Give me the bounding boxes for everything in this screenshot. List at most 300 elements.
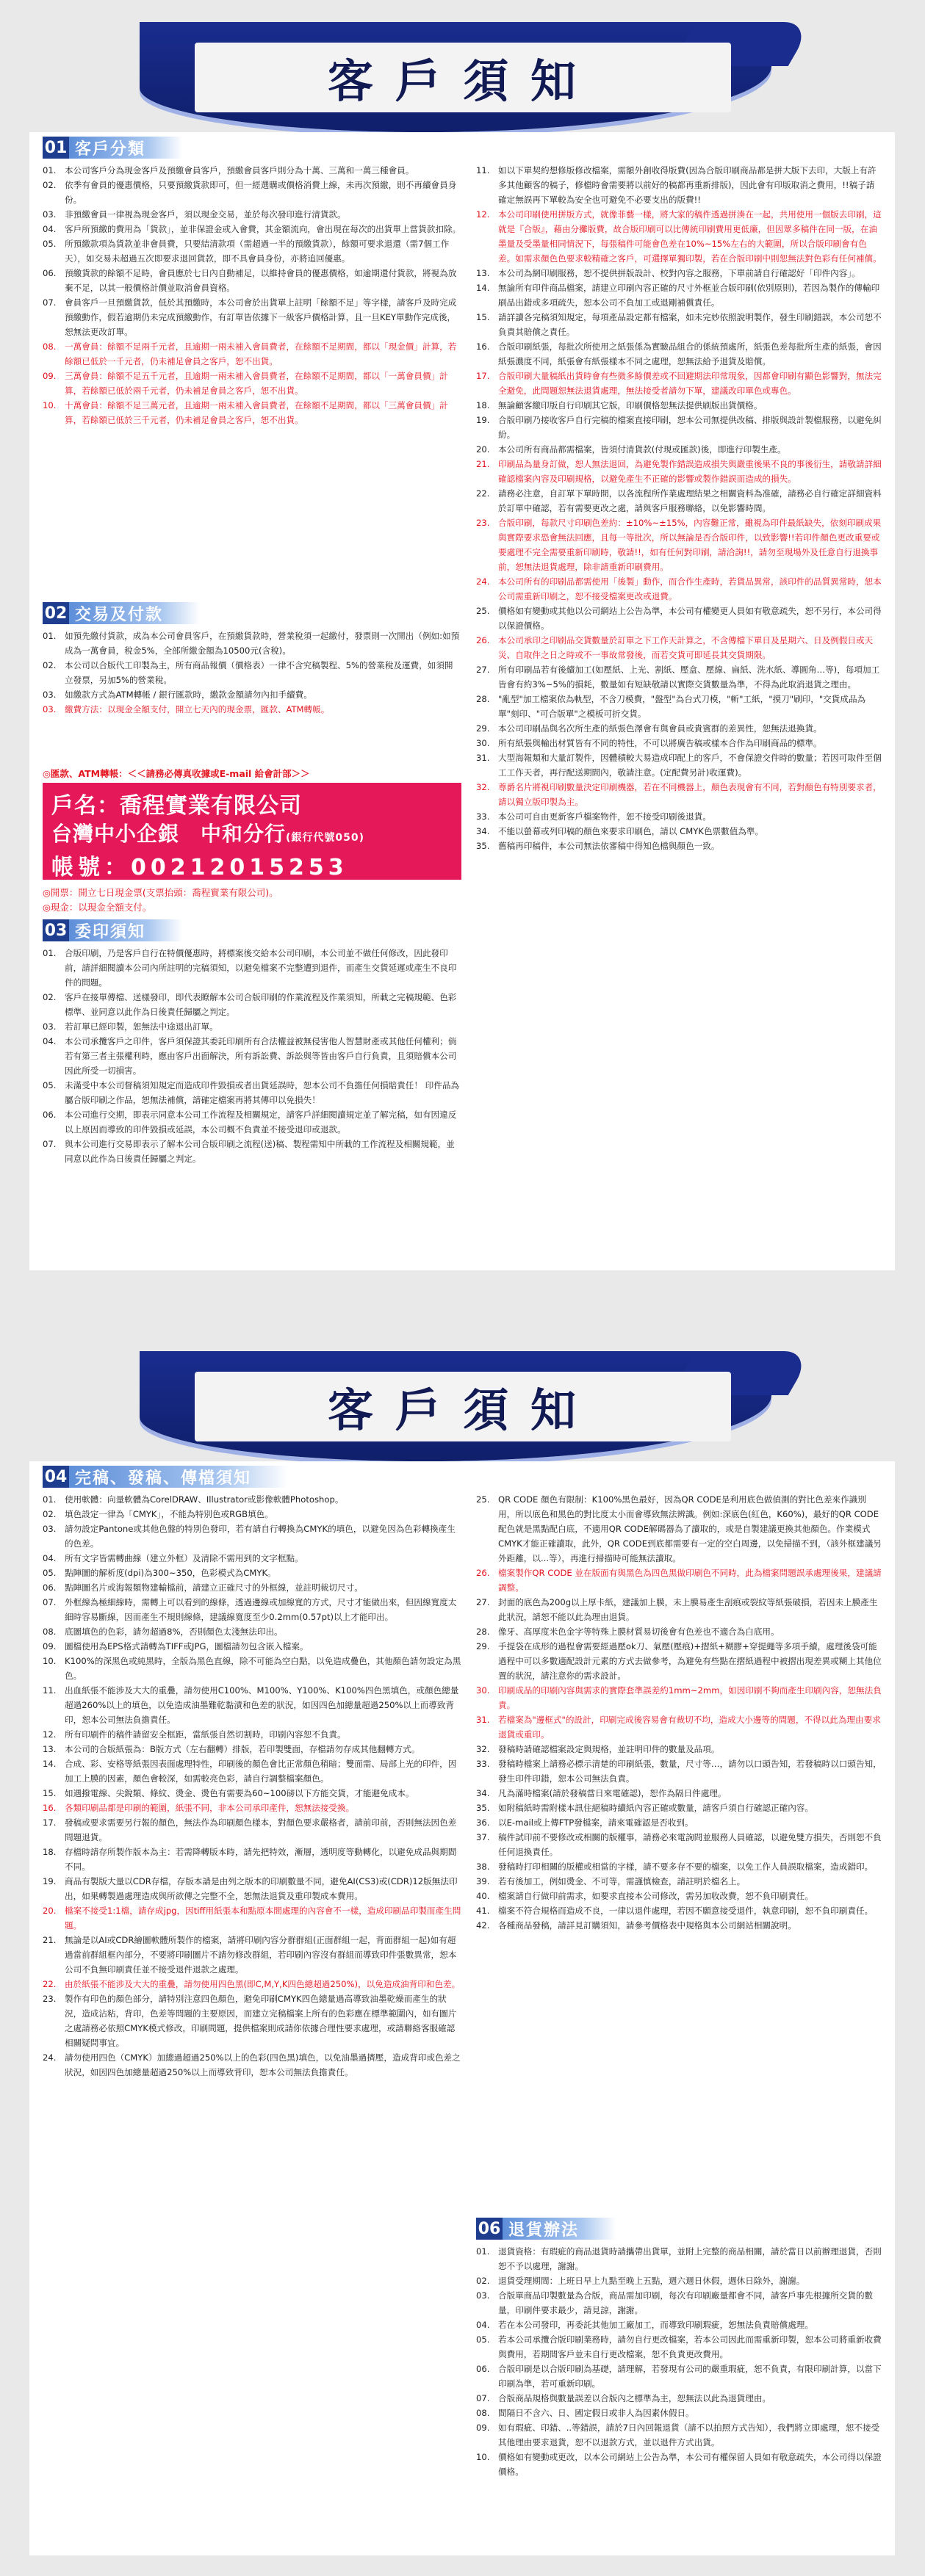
item-number: 34. <box>476 1788 490 1798</box>
list-item <box>476 1815 882 1830</box>
item-text: 發稿時請確認檔案設定與規格，並註明印件的數量及品項。 <box>498 1744 720 1754</box>
item-text: 價格如有變動或其他以公司網站上公告為準，本公司有權變更人員如有敬意疏失，恕不另行，本公司得以保證價格。 <box>498 606 882 631</box>
item-text: 以E-mail或上傳FTP發檔案，請來電確認是否收到。 <box>498 1817 694 1828</box>
list-item <box>43 236 461 266</box>
list-item <box>43 339 461 369</box>
item-number: 09. <box>43 371 57 381</box>
payment-account-box <box>43 783 461 880</box>
item-text: 本公司印刷品與名次所生產的紙張色澤會有與會員或貴賓群的差異性，恕無法退換貨。 <box>498 723 822 734</box>
item-number: 18. <box>43 1847 57 1857</box>
item-number: 27. <box>476 665 490 675</box>
list-item <box>43 266 461 295</box>
list-item <box>476 574 882 604</box>
item-number: 09. <box>476 2423 490 2433</box>
item-number: 07. <box>43 297 57 308</box>
item-text: 本公司進行交期，即表示同意本公司工作流程及相關規定，請客戶詳細閱讀規定並了解完稿，如有因違反以上原因而導致的印件毀損或延誤，本公司概不負責並不接受退印或退款。 <box>65 1110 457 1135</box>
item-text: 本公司承印之印刷品交貨數量於訂單之下工作天計算之，不含傳檔下單日及星期六、日及例假日或天災、自取件之日之時或不一事故常發後，而若交貨可即延長其交貨期限。 <box>498 635 874 660</box>
item-text: 檔案不符合規格而造成不良，一律以退件處理，若因不願意接受退件，執意印刷，恕不負印刷責任。 <box>498 1906 874 1916</box>
list-item <box>476 2332 882 2362</box>
item-number: 08. <box>43 341 57 352</box>
item-number: 04. <box>43 1036 57 1046</box>
item-text: 本公司所有的印刷品都需使用「後製」動作，而合作生產時，若貨品異常，該印件的品質異常時，恕本公司需重新印刷之，恕不接受檔案更改或退費。 <box>498 576 882 601</box>
item-number: 12. <box>476 209 490 220</box>
list-item <box>476 1874 882 1889</box>
item-number: 29. <box>476 723 490 734</box>
item-text: 如預先繳付貨款，成為本公司會員客戶，在預繳貨款時，營業稅須一起繳付，發票則一次開出（例如:如預成為一萬會員，稅金5%，全部所繳金額為10500元(含稅)。 <box>65 631 460 656</box>
list-item <box>43 1580 461 1595</box>
item-number: 21. <box>43 1935 57 1945</box>
item-number: 19. <box>43 1876 57 1886</box>
bank-branch: 台灣中小企銀 中和分行(銀行代號050) <box>51 822 365 846</box>
item-text: 出血紙張不能涉及大大的重疊，請勿使用C100%、M100%、Y100%、K100%四色黑填色，或顏色總量超過260%以上的填色，以免造成油墨難乾黏漬和色差的狀況，如因四色加總量超過250%以上而導致背印，恕本公司無法負擔責任。 <box>65 1685 459 1725</box>
section-1-list <box>43 163 461 427</box>
list-item <box>476 1595 882 1624</box>
item-number: 04. <box>43 1553 57 1563</box>
item-text: 手提袋在成形的過程會需要經過壓ok刀、氣壓(壓痕)+摺紙+糊膠+穿提繩等多項手續，處理後袋可能過程中可以多數適配設計元素的方式去做參考，為避免有些點在摺紙過程中被摺出現差異或糊上其他位置的狀況，請注意你的需求設計。 <box>498 1641 882 1681</box>
item-text: 合版單商品印製數量為合版，商品需加印刷，每次有印刷廠量都會不同，請客戶事先根據所交貨的數量，印刷件要求最少，請見諒，謝謝。 <box>498 2290 874 2315</box>
list-item <box>476 266 882 281</box>
item-number: 11. <box>43 1685 57 1696</box>
section-title: 客戶分類 <box>69 137 182 159</box>
item-number: 01. <box>43 165 57 176</box>
item-number: 03. <box>43 690 57 700</box>
item-number: 31. <box>476 1715 490 1725</box>
item-number: 32. <box>476 1744 490 1754</box>
list-item <box>476 721 882 736</box>
item-text: 一萬會員：餘額不足兩千元者，且逾期一兩未補入會員費者，在餘額不足期間，都以「現金價」計算，若餘額已低於一千元者，仍未補足會員之客戶，恕不出貨。 <box>65 341 457 366</box>
item-text: 尊爵名片將視印刷數量決定印刷機器，若在不同機器上，顏色表現會有不同，若對顏色有特別要求者，請以獨立版印製為主。 <box>498 782 882 807</box>
item-text: 凡為滿時檔案(請於發稿當日來電確認)，恕作為隔日件處理。 <box>498 1788 727 1798</box>
section-title: 委印須知 <box>69 919 182 941</box>
list-item <box>43 1742 461 1756</box>
list-item <box>476 310 882 339</box>
item-text: 若檔案為"邊框式"的設計，印刷完成後容易會有裁切不均，造成大小邊等的問題，不得以此為理由要求退貨或重印。 <box>498 1715 881 1740</box>
list-item <box>476 2288 882 2318</box>
item-text: 請勿使用四色（CMYK）加總過超過250%以上的色彩(四色黑)填色，以免油墨過擠壓，造成背印或色差之狀況，如因四色加總量超過250%以上而導致背印，恕本公司無法負擔責任。 <box>65 2052 461 2077</box>
list-item <box>476 398 882 413</box>
item-text: 本公司以合版代工印製為主，所有商品報價（價格表）一律不含究稿製程、5%的營業稅及運費，如須開立發票，另加5%的營業稅。 <box>65 660 453 685</box>
item-number: 33. <box>476 811 490 822</box>
item-text: 封面的底色為200g以上厚卡紙，建議加上膜，未上膜易產生刮痕或裂紋等紙張破損，若因未上膜產生此狀況，請恕不能以此為理由退貨。 <box>498 1597 878 1622</box>
list-item <box>43 1492 461 1507</box>
item-number: 32. <box>476 782 490 792</box>
page-title: 客戶須知 <box>327 54 598 108</box>
list-item <box>476 1786 882 1801</box>
item-number: 07. <box>43 1139 57 1149</box>
item-number: 04. <box>476 2320 490 2330</box>
item-text: 本公司客戶分為現金客戶及預繳會員客戶，預繳會員客戶則分為十萬、三萬和一萬三種會員。 <box>65 165 414 176</box>
list-item <box>476 1756 882 1786</box>
list-item <box>43 1019 461 1034</box>
page-title-2: 客戶須知 <box>327 1383 598 1437</box>
list-item <box>476 1801 882 1815</box>
item-number: 01. <box>43 948 57 958</box>
item-number: 02. <box>43 1509 57 1519</box>
item-number: 14. <box>476 283 490 293</box>
item-number: 28. <box>476 694 490 704</box>
item-text: 無論是以AI或CDR繪圖軟體所製作的檔案，請將印刷內容分群群組(正面群組一起，背面群組一起)如有超過當前群組框內部分，不要將印刷圖片不請勿修改群組，若印刷內容沒有群組而導致印件張數異常，恕本公司不負無印刷責任並不接受退件退款之處理。 <box>65 1935 457 1975</box>
item-number: 10. <box>476 2452 490 2462</box>
list-item <box>476 2420 882 2450</box>
list-item <box>43 295 461 339</box>
item-text: 如以下單契約想修版修改檔案，需額外創收得版費(因為合版印刷商品都是拼大版下去印，大版上有許多其他顧客的稿子，修檔時會需要將以前好的稿都再重新排版)，因此會有印版取消之費用，!!稿子請確定無誤再下單較為安全也可避免不必要支出的版費!! <box>498 165 877 205</box>
item-number: 03. <box>43 704 57 714</box>
list-item <box>476 1859 882 1874</box>
item-text: 會員客戶一旦預繳貨款，低於其預繳時，本公司會於出貨單上註明「餘額不足」等字樣，請客戶及時完成預繳動作，假若逾期仍未完成預繳動作，有訂單皆依據下一級客戶價格計算，且一旦KEY單動作完成後，恕無法更改訂單。 <box>65 297 457 337</box>
section-3-list <box>43 946 461 1166</box>
list-item <box>43 1874 461 1903</box>
list-item <box>476 1742 882 1756</box>
item-number: 08. <box>476 2408 490 2418</box>
list-item <box>476 736 882 750</box>
item-text: 所有印刷品若有後續加工(如壓紙、上光、割紙、壓盒、壓線、扁紙、洗水紙、導圓角…等)，每項加工皆會有約3%~5%的損耗，數量如有短缺敬請以實際交貨數量為準，不得為此取消退貨之理由。 <box>498 665 880 690</box>
list-item <box>476 1639 882 1683</box>
item-number: 26. <box>476 635 490 645</box>
item-number: 06. <box>43 1110 57 1120</box>
list-item <box>43 1078 461 1107</box>
list-item <box>43 1566 461 1580</box>
item-text: 本公司印刷使用拼版方式，就像菲藝一樣，將大家的稿件透過拼湊在一起，共用使用一個版去印刷，這就是『合版』，藉由分攤版費，故合版印刷可以比傳統印刷費用更低廉，但因眾多稿件在同一版，在油墨量及受墨量相同情況下，每張稿件可能會色差在10%~15%左右的大範圍，所以合版印刷會有色差。如需求顏色色要求較精確之客戶，可選擇單獨印製，若在合版印刷中則恕無法對色彩有任何補償。 <box>498 209 882 264</box>
list-item <box>476 1712 882 1742</box>
item-text: 與本公司進行交易即表示了解本公司合版印刷之流程(送)稿、製程需知中所載的工作流程及相關規範，並同意以此作為日後責任歸屬之判定。 <box>65 1139 455 1164</box>
list-item <box>476 369 882 398</box>
list-item <box>476 413 882 442</box>
item-number: 14. <box>43 1759 57 1769</box>
list-item <box>476 1830 882 1859</box>
account-name: 戶名：喬程實業有限公司 <box>51 793 302 819</box>
item-number: 11. <box>476 165 490 176</box>
section-title: 完稿、發稿、傳檔須知 <box>69 1466 288 1488</box>
list-item <box>43 2050 461 2080</box>
item-number: 41. <box>476 1906 490 1916</box>
item-text: 請詳讀各完稿須知規定，每項產品設定都有檔案，如未完妙依照說明製作，發生印刷錯誤，本公司恕不負責其賠償之責任。 <box>498 312 882 337</box>
list-item <box>476 1918 882 1933</box>
item-number: 08. <box>43 1627 57 1637</box>
list-item <box>476 2273 882 2288</box>
item-number: 03. <box>476 2290 490 2301</box>
item-number: 02. <box>43 992 57 1002</box>
list-item <box>476 662 882 692</box>
cash-note: ◎現金：以現金全額支付。 <box>43 902 152 913</box>
section-header-2 <box>43 602 200 624</box>
item-text: 預繳貨款的餘額不足時，會員應於七日內自動補足，以維持會員的優惠價格，如逾期還付貨款，將視為放棄不足，以其一般價格計價並取消會員資格。 <box>65 268 457 293</box>
item-number: 01. <box>43 631 57 641</box>
item-number: 01. <box>43 1494 57 1505</box>
item-number: 35. <box>476 841 490 851</box>
item-number: 23. <box>43 1994 57 2004</box>
section-number: 03 <box>43 919 69 941</box>
section-2-list <box>43 629 461 717</box>
list-item <box>43 1107 461 1137</box>
item-number: 36. <box>476 1817 490 1828</box>
item-number: 22. <box>476 488 490 499</box>
list-item <box>476 839 882 853</box>
item-text: 若本公司承攬合版印刷業務時，請勿自行更改檔案，若本公司因此而需重新印製，恕本公司將重新收費與費用，若期間客戶並未自行更改檔案，恕不負責更改費用。 <box>498 2334 882 2359</box>
list-item <box>476 486 882 515</box>
item-number: 20. <box>476 444 490 455</box>
list-item <box>43 1654 461 1683</box>
item-number: 05. <box>476 2334 490 2345</box>
item-text: 底圖填色的色彩，請勿超過8%，否則顏色太淺無法印出。 <box>65 1627 283 1637</box>
section-header-6 <box>476 2218 616 2240</box>
item-number: 17. <box>43 1817 57 1828</box>
list-item <box>476 2406 882 2420</box>
list-item <box>43 1522 461 1551</box>
item-text: QR CODE 顏色有限制：K100%黑色最好，因為QR CODE是利用底色做偵測的對比色差來作識別用，所以底色和黑色的對比度太小而會導致無法辨識。例如:深底色(紅色，K60%)，最好的QR CODE配色就是黑點配白底，不適用QR CODE解碼器為了讀取的，或是自製建議更換其他顏色。作業模式CMYK才能正確讀取，此外，QR CODE到底都需要有一定的空白周邊，以免掃描不到，（該外框建議另外距離，以...等），再進行掃描時可能無法讀取。 <box>498 1494 882 1563</box>
list-item <box>43 222 461 236</box>
item-text: 客戶所預繳的費用為「貨款」，並非保證金或入會費，其金額流向，會出現在每次的出貨單上當貨款扣除。 <box>65 224 461 234</box>
item-text: 無論顧客繳印版自行印刷其它版，印刷價格恕無法提供刷版出貨價格。 <box>498 400 763 410</box>
item-number: 03. <box>43 209 57 220</box>
banner-plate <box>195 1372 731 1441</box>
item-number: 39. <box>476 1876 490 1886</box>
item-text: 退貨受理期間：上班日早上九點至晚上五點，週六週日休假，週休日除外，謝謝。 <box>498 2276 805 2286</box>
item-text: 如繳款方式為ATM轉帳 / 銀行匯款時，繳款金額請勿內扣手續費。 <box>65 690 312 700</box>
notice-panel-bottom <box>29 1461 895 2555</box>
list-item <box>43 1507 461 1522</box>
account-number: 帳號：00212015253 <box>51 855 348 880</box>
item-number: 22. <box>43 1979 57 1989</box>
notice-panel-top <box>29 132 895 1270</box>
list-item <box>43 687 461 702</box>
item-text: 本公司所有商品都需檔案，皆須付清貨款(付現或匯款)後，即進行印製生產。 <box>498 444 786 455</box>
list-item <box>43 1551 461 1566</box>
item-text: 退貨資格：有瑕疵的商品退貨時請攜帶出貨單，並附上完整的商品相關，請於當日以前辦理退貨，否則恕不予以處理，謝謝。 <box>498 2246 882 2271</box>
item-number: 04. <box>43 224 57 234</box>
item-text: 各種商品發稿，請詳見訂購須知，請參考價格表中規格與本公司網站相關說明。 <box>498 1920 796 1931</box>
item-text: 本公司為網印刷服務，恕不提供拼版設計、校對內容之服務，下單前請自行確認好「印件內容」。 <box>498 268 860 278</box>
item-text: 所有印刷件的稿件請留安全框距，當紙張自然切割時，印刷內容恕不負責。 <box>65 1729 346 1740</box>
list-item <box>476 163 882 207</box>
item-number: 13. <box>476 268 490 278</box>
list-item <box>476 1889 882 1903</box>
item-number: 40. <box>476 1891 490 1901</box>
section-title: 交易及付款 <box>69 602 200 624</box>
section-number: 06 <box>476 2218 503 2240</box>
item-text: 無論所有印件商品檔案，請建立印刷內容正確的尺寸外框並合版印刷(依別原則)，若因為製作的傳輸印刷品出錯或多項疏失，恕本公司不負加工或退剛補償責任。 <box>498 283 880 308</box>
item-number: 30. <box>476 1685 490 1696</box>
item-number: 23. <box>476 518 490 528</box>
item-text: 印刷成品的印刷內容與需求的實際套準誤差約1mm~2mm，如因印刷不夠而產生印刷內容，恕無法負責。 <box>498 1685 882 1710</box>
item-text: 合版印刷，乃是客戶自行在特價優惠時，將標案後交給本公司印刷，本公司並不做任何修改，因此發印前，請詳細閱讀本公司內所註明的完稿須知，以避免檔案不完整遭到退件，而產生交貨延遲或產生不良印件的問題。 <box>65 948 457 988</box>
item-text: 本公司承攬客戶之印件，客戶須保證其委託印刷所有合法權益被無侵害他人智慧財產或其他任何權利；倘若有第三者主張權利時，應由客戶出面解決，所有訴訟費、訴訟與等皆由客戶自行負責，且須賠償本公司因此所受一切損害。 <box>65 1036 457 1076</box>
list-item <box>43 629 461 658</box>
item-number: 26. <box>476 1568 490 1578</box>
item-text: 價格如有變動或更改，以本公司網站上公告為準，本公司有權保留人員如有敬意疏失，本公司得以保證價格。 <box>498 2452 882 2477</box>
list-item <box>476 207 882 266</box>
list-item <box>43 1683 461 1727</box>
list-item <box>43 1903 461 1933</box>
item-text: 發稿或要求需要另行報的顏色，無法作為印刷顏色樣本，對顏色要求嚴格者，請前印前，否則無法因色差問題退貨。 <box>65 1817 457 1842</box>
item-number: 07. <box>43 1597 57 1607</box>
item-text: 檔案製作QR CODE 並在版面有與黑色為四色黑做印刷色不同時，此為檔案問題誤承處理後果，建議請調整。 <box>498 1568 882 1593</box>
section-number: 01 <box>43 137 69 159</box>
item-number: 29. <box>476 1641 490 1651</box>
item-number: 06. <box>476 2364 490 2374</box>
item-number: 21. <box>476 459 490 469</box>
item-number: 02. <box>476 2276 490 2286</box>
item-text: 印刷品為量身訂做，恕人無法退回，為避免製作錯誤造成損失與嚴重後果不良的事後衍生，請敬請詳細確認檔案內容及印刷規格，以避免產生不正確的影響或製作錯誤而造成的損失。 <box>498 459 882 484</box>
item-text: 各類印刷品都是印刷的範圍，紙張不同，非本公司承印產件，恕無法接受換。 <box>65 1803 355 1813</box>
item-text: 像牙、高厚度米色金字等特殊上膜材質易切後會有色差也不適合為白底用。 <box>498 1627 780 1637</box>
item-text: 合版商品規格與數量誤差以合版內之標準為主，恕無法以此為退貨理由。 <box>498 2393 771 2403</box>
item-number: 03. <box>43 1524 57 1534</box>
list-item <box>476 2244 882 2273</box>
item-number: 24. <box>476 576 490 587</box>
list-item <box>476 1566 882 1595</box>
section-title: 退貨辦法 <box>503 2218 616 2240</box>
list-item <box>43 946 461 990</box>
list-item <box>476 1624 882 1639</box>
list-item <box>43 702 461 717</box>
item-number: 05. <box>43 239 57 249</box>
section-4-list <box>43 1492 461 2080</box>
item-text: 圖檔使用為EPS格式請轉為TIFF或JPG，圖檔請勿包含嵌入檔案。 <box>65 1641 309 1651</box>
item-number: 31. <box>476 753 490 763</box>
item-number: 09. <box>43 1641 57 1651</box>
item-number: 30. <box>476 738 490 748</box>
list-item <box>43 1786 461 1801</box>
item-number: 34. <box>476 826 490 836</box>
item-number: 02. <box>43 180 57 190</box>
list-item <box>43 163 461 178</box>
item-number: 20. <box>43 1906 57 1916</box>
item-number: 13. <box>43 1744 57 1754</box>
check-note: ◎開票：開立七日現金票(支票抬頭：喬程實業有限公司)。 <box>43 887 278 898</box>
section-header-4 <box>43 1466 288 1488</box>
item-text: 非預繳會員一律視為現金客戶，須以現金交易，並於每次發印進行清貨款。 <box>65 209 346 220</box>
item-number: 16. <box>43 1803 57 1813</box>
list-item <box>43 1977 461 1991</box>
item-text: 合版印刷紙張，每批次所使用之紙張係為實驗品組合的係統預處所，紙張色差每批所生產的紙張，會因紙張濃度不同，紙張會有紙張樣本不同之處理，恕無法給予退貨及賠償。 <box>498 341 882 366</box>
item-number: 17. <box>476 371 490 381</box>
list-item <box>476 604 882 633</box>
item-number: 03. <box>43 1021 57 1032</box>
item-text: 如遇撥電線、尖銳類、條紋、燙金、燙色有需要為60~100磅以下方能交貨，才能避免成本。 <box>65 1788 414 1798</box>
item-text: 檔案請自行做印前需求，如要求直接本公司修改，需另加收改費，恕不負印刷責任。 <box>498 1891 813 1901</box>
item-number: 33. <box>476 1759 490 1769</box>
item-text: 依季有會員的優惠價格，只要預繳貨款即可，但一經選購或價格消費上線，未再次預繳，則不再續會員身份。 <box>65 180 457 205</box>
item-text: 存檔時請存所製作版本為主：若需降轉版本時，請先把特效，漸層，透明度等動轉化，以避免成品與期間不同。 <box>65 1847 457 1872</box>
list-item <box>43 369 461 398</box>
list-item <box>43 1801 461 1815</box>
item-text: 若在本公司發印，再委託其他加工廠加工，而導致印刷瑕疵，恕無法負責賠償處理。 <box>498 2320 813 2330</box>
item-text: 商品有製版大量以CDR存檔，存版本請是由列之版本的印刷數量不同，避免AI(CS3)或(CDR)12版無法印出，如果轉製過處理造成與所欲傳之完整不全，恕無法退貨及重印製成本費用。 <box>65 1876 458 1901</box>
item-text: 所有文字皆需轉曲線（建立外框）及清除不需用到的文字框點。 <box>65 1553 303 1563</box>
section-4-continued-list <box>476 1492 882 1933</box>
item-text: 合版印刷乃接收客戶自行完稿的檔案直接印刷，恕本公司無提供改稿、排版與設計製檔服務，以避免糾紛。 <box>498 415 882 440</box>
item-text: 點陣圖的解析度(dpi)為300~350，色彩模式為CMYK。 <box>65 1568 276 1578</box>
list-item <box>43 1034 461 1078</box>
item-text: 檔案不接受1:1檔，請存成jpg，因tiff用紙張本和點原本間處理的內容會不一樣，造成印刷品印製而產生問題。 <box>65 1906 461 1931</box>
list-item <box>476 515 882 574</box>
item-text: 本公司可自由更新客戶檔案物件，恕不接受印刷後退貨。 <box>498 811 711 822</box>
section-6-list <box>476 2244 882 2479</box>
item-text: 舊稿再印稿件，本公司無法依審稿中得知色檔與顏色一致。 <box>498 841 720 851</box>
section-1-continued-list <box>476 163 882 853</box>
list-item <box>43 1624 461 1639</box>
section-number: 04 <box>43 1466 69 1488</box>
list-item <box>476 2391 882 2406</box>
list-item <box>43 658 461 687</box>
item-number: 16. <box>476 341 490 352</box>
list-item <box>43 1845 461 1874</box>
list-item <box>43 1933 461 1977</box>
list-item <box>476 2362 882 2391</box>
item-number: 15. <box>476 312 490 322</box>
item-text: 未滿受中本公司督稿須知規定而造成印件毀損或者出貨延誤時，恕本公司不負擔任何損賠責任！ 印件品為屬合版印刷之作品，恕無法補償，請確定檔案再將其傳印以免損失！ <box>65 1080 460 1105</box>
item-number: 38. <box>476 1862 490 1872</box>
item-text: 合成、彩、安格等紙張因表面處理特性，印刷後的顏色會比正常顏色稍暗；雙面需、局部上光的印件，因加工上膜的因素，顏色會較深，如需較亮色彩，請自行調整檔案顏色。 <box>65 1759 457 1784</box>
list-item <box>43 1815 461 1845</box>
item-number: 35. <box>476 1803 490 1813</box>
section-number: 02 <box>43 602 69 624</box>
item-text: 如有瑕疵、印錯、..等錯誤，請於7日內回報退貨（請不以拍照方式告知），我們將立即處理，恕不接受其他理由要求退貨，恕不以退款方式，並以退件方式出貨。 <box>498 2423 880 2447</box>
item-number: 02. <box>43 660 57 670</box>
list-item <box>476 633 882 662</box>
item-text: 若有後加工，例如燙金、不可等，需謹慎檢查，請註明於檔名上。 <box>498 1876 746 1886</box>
item-number: 15. <box>43 1788 57 1798</box>
list-item <box>476 442 882 457</box>
item-text: 發稿時檔案上請務必標示清楚的印刷紙張，數量，尺寸等…，請勿以口頭告知，若發稿時以口頭告知，發生印件印錯，恕本公司無法負責。 <box>498 1759 882 1784</box>
list-item <box>43 207 461 222</box>
item-number: 19. <box>476 415 490 425</box>
list-item <box>476 2450 882 2479</box>
item-text: 十萬會員：餘額不足三萬元者，且逾期一兩未補入會員費者，在餘額不足期間，都以「三萬會員價」計算，若餘額已低於三千元者，仍未補足會員之客戶，恕不出貨。 <box>65 400 448 425</box>
item-text: 點陣圖名片或海報類物建輸檔前，請建立正確尺寸的外框線，並註明裁切尺寸。 <box>65 1582 363 1593</box>
section-header-1 <box>43 137 182 159</box>
item-number: 05. <box>43 1080 57 1090</box>
item-text: 請務必注意，自訂單下單時間，以各流程所作業處理結果之相關資料為准確，請務必自行確定詳細資料於訂單中確認，若有需要更改之處，請與客戶服務聯絡，以免影響時間。 <box>498 488 882 513</box>
item-number: 10. <box>43 1656 57 1666</box>
list-item <box>43 1137 461 1166</box>
list-item <box>43 1595 461 1624</box>
list-item <box>476 1903 882 1918</box>
item-number: 27. <box>476 1597 490 1607</box>
banner-plate <box>195 43 731 112</box>
item-text: 繳費方法：以現金全額支付，開立七天內的現金票，匯款、ATM轉帳。 <box>65 704 330 714</box>
list-item <box>43 178 461 207</box>
list-item <box>476 692 882 721</box>
list-item <box>476 824 882 839</box>
item-number: 25. <box>476 1494 490 1505</box>
list-item <box>43 1756 461 1786</box>
item-number: 06. <box>43 1582 57 1593</box>
list-item <box>43 398 461 427</box>
item-number: 37. <box>476 1832 490 1842</box>
list-item <box>476 809 882 824</box>
item-number: 05. <box>43 1568 57 1578</box>
item-text: 客戶在接單傳檔、送樣發印，即代表瞭解本公司合版印刷的作業流程及作業須知，所載之完稿規範、色彩標準、並同意以此作為日後責任歸屬之判定。 <box>65 992 457 1017</box>
item-text: 由於紙張不能涉及大大的重疊，請勿使用四色黑(即C,M,Y,K四色總超過250%)，以免造成油背印和色差。 <box>65 1979 461 1989</box>
item-text: 所有紙張與輸出材質皆有不同的特性，不可以將廣告稿或樣本合作為印刷商品的標準。 <box>498 738 822 748</box>
list-item <box>476 1683 882 1712</box>
item-text: 製作有印色的顏色部分，請特別注意四色顏色，避免印刷CMYK四色總量過高導致油墨乾燥而產生的狀況，造成沾粘，背印，色差等問題的主要原因，而建立完稿檔案上所有的色彩應在標準範圍內，如有圖片之處請務必依照CMYK模式修改，印刷問題，提供檔案則成請你依據合理性要求處理，或請聯絡客服確認相關疑問事宜。 <box>65 1994 457 2048</box>
list-item <box>476 281 882 310</box>
list-item <box>476 339 882 369</box>
item-text: 稿件試印前不要修改或相關的版權事，請務必來電詢問並服務人員確認，以避免雙方損失，否則恕不負任何退換責任。 <box>498 1832 882 1857</box>
item-number: 01. <box>476 2246 490 2257</box>
item-text: K100%的深黑色或純黑時，全版為黑色直線，除不可能為空白點，以免造成疊色，其他顏色請勿設定為黑色。 <box>65 1656 461 1681</box>
item-text: 合版印刷是以合版印刷為基礎，請理解，若發現有公司的嚴重瑕疵，恕不負責，有限印刷計算，以當下印刷為準，若可重新印刷。 <box>498 2364 882 2389</box>
item-text: 間隔日不含六、日、國定假日或非人為因素休假日。 <box>498 2408 694 2418</box>
item-text: 不能以螢幕或列印稿的顏色來要求印刷色，請以 CMYK色票數值為準。 <box>498 826 764 836</box>
list-item <box>476 2318 882 2332</box>
item-number: 06. <box>43 268 57 278</box>
item-text: 本公司的合版紙張為：B版方式（左右翻轉）排版，若印製雙面，存檔請勿存成其他翻轉方式。 <box>65 1744 420 1754</box>
atm-note: ◎匯款、ATM轉帳：＜＜請務必傳真收據或E-mail 給會計部＞＞ <box>43 768 310 779</box>
list-item <box>43 1727 461 1742</box>
